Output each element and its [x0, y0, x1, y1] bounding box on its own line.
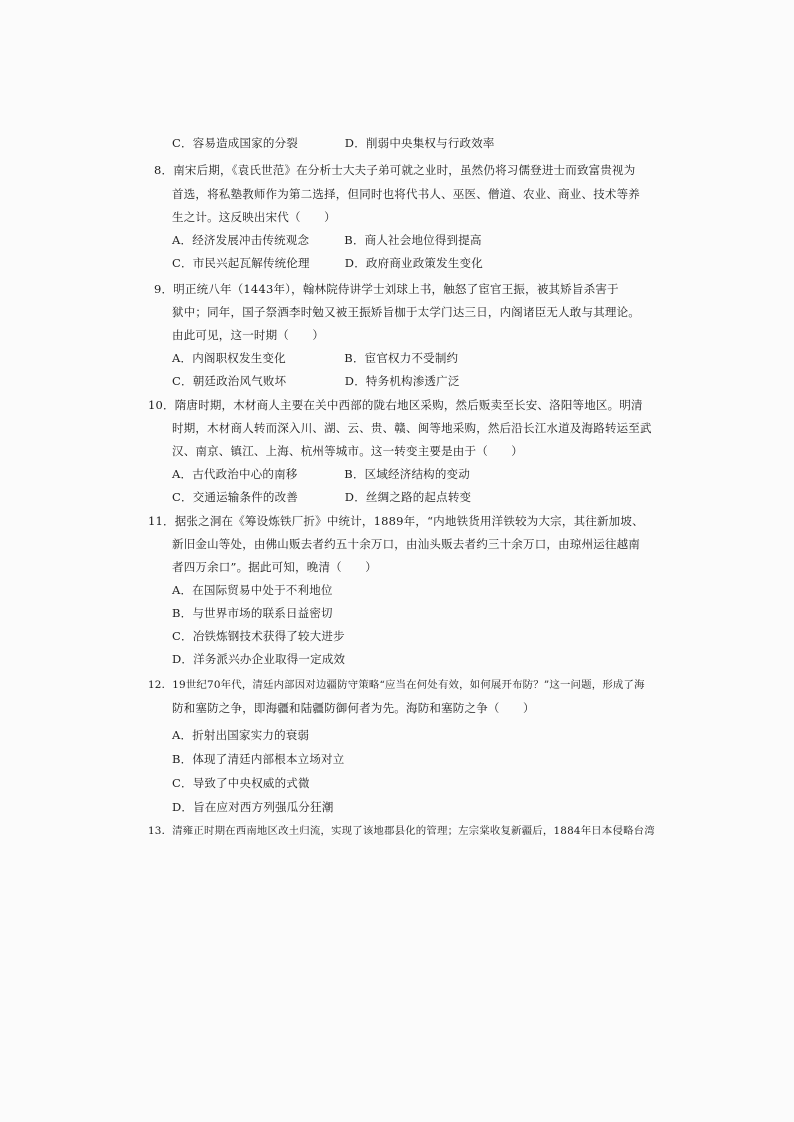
q9-stem-line-2: 狱中；同年，国子祭酒李时勉又被王振矫旨枷于太学门达三日，内阁诸臣无人敢与其理论。 — [172, 305, 640, 319]
q12-stem-line-2: 防和塞防之争，即海疆和陆疆防御何者为先。海防和塞防之争（ ） — [172, 701, 535, 715]
q7-options-cd: C．容易造成国家的分裂 D．削弱中央集权与行政效率 — [172, 136, 495, 150]
q8-stem-line-2: 首选，将私塾教师作为第二选择，但同时也将代书人、巫医、僧道、农业、商业、技术等养 — [172, 187, 640, 201]
q9-options-ab: A．内阁职权发生变化 B．宦官权力不受制约 — [172, 351, 459, 365]
q12-option-c: C．导致了中央权威的式微 — [172, 776, 310, 790]
q10-stem-line-2: 时期，木材商人转而深入川、湖、云、贵、赣、闽等地采购，然后沿长江水道及海路转运至武 — [172, 421, 652, 435]
q10-stem-line-1: 10．隋唐时期，木材商人主要在关中西部的陇右地区采购，然后贩卖至长安、洛阳等地区。明清 — [148, 398, 643, 412]
q9-stem-line-1: 9．明正统八年（1443年），翰林院侍讲学士刘球上书，触怒了宦官王振，被其矫旨杀害于 — [154, 282, 619, 296]
q8-options-cd: C．市民兴起瓦解传统伦理 D．政府商业政策发生变化 — [172, 256, 483, 270]
q8-stem-line-1: 8．南宋后期，《袁氏世范》在分析士大夫子弟可就之业时，虽然仍将习儒登进士而致富贵视为 — [154, 163, 636, 177]
q11-stem-line-1: 11．据张之洞在《筹设炼铁厂折》中统计，1889年，“内地铁货用洋铁较为大宗，其往新加坡、 — [148, 514, 644, 528]
q12-option-b: B．体现了清廷内部根本立场对立 — [172, 752, 345, 766]
q11-option-c: C．冶铁炼钢技术获得了较大进步 — [172, 629, 345, 643]
q8-stem-line-3: 生之计。这反映出宋代（ ） — [172, 210, 336, 224]
q11-option-a: A．在国际贸易中处于不利地位 — [172, 583, 333, 597]
q10-options-ab: A．古代政治中心的南移 B．区域经济结构的变动 — [172, 467, 470, 481]
q11-stem-line-2: 新旧金山等处，由佛山贩去者约五十余万口，由汕头贩去者约三十余万口，由琼州运往越南 — [172, 537, 640, 551]
q12-option-a: A．折射出国家实力的衰弱 — [172, 728, 310, 742]
q9-stem-line-3: 由此可见，这一时期（ ） — [172, 328, 325, 342]
q12-option-d: D．旨在应对西方列强瓜分狂潮 — [172, 800, 334, 814]
q11-option-b: B．与世界市场的联系日益密切 — [172, 606, 333, 620]
q9-options-cd: C．朝廷政治风气败坏 D．特务机构渗透广泛 — [172, 374, 460, 388]
q10-options-cd: C．交通运输条件的改善 D．丝绸之路的起点转变 — [172, 490, 472, 504]
q8-options-ab: A．经济发展冲击传统观念 B．商人社会地位得到提高 — [172, 233, 482, 247]
q12-stem-line-1: 12．19世纪70年代，清廷内部因对边疆防守策略“应当在何处有效，如何展开布防？”这一问题，形成了海 — [148, 679, 645, 691]
q11-stem-line-3: 者四万余口”。据此可知，晚清（ ） — [172, 560, 377, 574]
q11-option-d: D．洋务派兴办企业取得一定成效 — [172, 652, 346, 666]
q13-stem-line-1: 13．清雍正时期在西南地区改土归流，实现了该地郡县化的管理；左宗棠收复新疆后，1884年日本侵略台湾 — [148, 825, 655, 837]
q10-stem-line-3: 汉、南京、镇江、上海、杭州等城市。这一转变主要是由于（ ） — [172, 444, 523, 458]
